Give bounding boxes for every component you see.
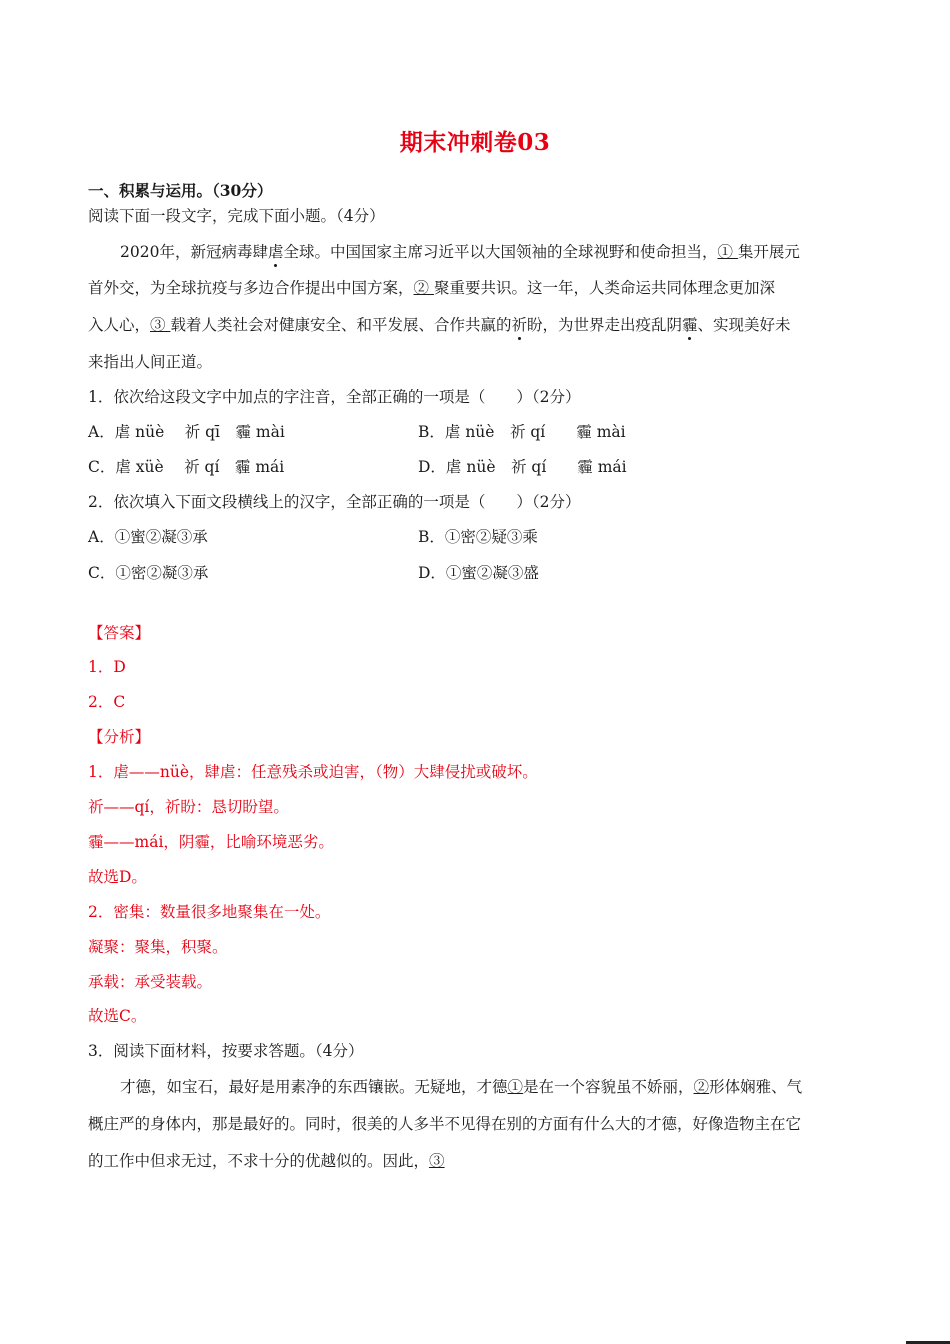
question-2-option-c: C．①密②凝③承 (88, 564, 209, 582)
section-intro: 阅读下面一段文字，完成下面小题。（4分） (88, 207, 385, 225)
section-heading: 一、积累与运用。（30分） (88, 181, 273, 200)
question-1-option-a: A．虐 nüè 祈 qī 霾 mài (88, 423, 285, 441)
dotted-char: 祈 (511, 316, 527, 334)
question-2-stem: 2．依次填入下面文段横线上的汉字，全部正确的一项是（ ）（2分） (88, 493, 581, 511)
passage-text: 才德，如宝石，最好是用素净的东西镶嵌。无疑地，才德 (120, 1078, 508, 1096)
passage-text: 、实现美好未 (697, 316, 791, 334)
analysis-line: 凝聚：聚集，积聚。 (88, 938, 228, 956)
dotted-char: 虐 (267, 243, 284, 261)
analysis-line: 霾——mái，阴霾，比喻环境恶劣。 (88, 833, 334, 851)
q3-passage-line-3 (88, 1151, 445, 1171)
answer-2: 2．C (88, 693, 126, 711)
analysis-line: 故选D。 (88, 868, 147, 886)
passage-text: 集开展元 (737, 243, 800, 261)
dotted-char: 霾 (682, 316, 698, 334)
question-2-option-a: A．①蜜②凝③承 (88, 528, 208, 546)
analysis-line: 祈——qí，祈盼：恳切盼望。 (88, 798, 289, 816)
question-3-stem: 3．阅读下面材料，按要求答题。（4分） (88, 1042, 364, 1060)
passage-line-2 (88, 278, 775, 298)
page-title: 期末冲刺卷03 (399, 129, 551, 156)
analysis-line: 1．虐——nüè，肆虐：任意残杀或迫害，（物）大肆侵扰或破坏。 (88, 763, 538, 781)
answer-1: 1．D (88, 658, 126, 676)
q3-passage-line-1 (120, 1077, 802, 1097)
passage-text: 载着人类社会对健康安全、和平发展、合作共赢的 (170, 316, 512, 334)
blank-3: ③ (150, 316, 171, 334)
analysis-line: 故选C。 (88, 1007, 147, 1025)
blank-1: ① (717, 243, 738, 261)
mark-2: ② (693, 1078, 710, 1096)
analysis-label: 【分析】 (88, 728, 151, 746)
passage-text: 2020年，新冠病毒肆 (120, 243, 268, 261)
passage-line-1 (120, 242, 800, 262)
analysis-line: 2．密集：数量很多地聚集在一处。 (88, 903, 331, 921)
answer-label: 【答案】 (88, 624, 151, 642)
blank-2: ② (413, 279, 434, 297)
mark-1: ① (507, 1078, 524, 1096)
question-2-option-d: D．①蜜②凝③盛 (418, 564, 539, 582)
mark-3: ③ (429, 1152, 445, 1170)
passage-text: 入人心， (88, 316, 151, 334)
analysis-line: 承载：承受装载。 (88, 973, 213, 991)
passage-text: 全球。中国国家主席习近平以大国领袖的全球视野和使命担当， (283, 243, 718, 261)
passage-line-3 (88, 315, 791, 335)
question-1-option-c: C．虐 xüè 祈 qí 霾 mái (88, 458, 285, 476)
passage-text: 聚重要共识。这一年，人类命运共同体理念更加深 (433, 279, 775, 297)
question-1-stem: 1．依次给这段文字中加点的字注音，全部正确的一项是（ ）（2分） (88, 388, 581, 406)
question-1-option-b: B．虐 nüè 祈 qí 霾 mài (418, 423, 626, 441)
passage-text: 盼，为世界走出疫乱阴 (526, 316, 682, 334)
passage-line-4: 来指出人间正道。 (88, 353, 213, 371)
question-2-option-b: B．①密②疑③乘 (418, 528, 538, 546)
q3-passage-line-2: 概庄严的身体内，那是最好的。同时，很美的人多半不见得在别的方面有什么大的才德，好像造物主在它 (88, 1115, 802, 1133)
passage-text: 的工作中但求无过，不求十分的优越似的。因此， (88, 1152, 430, 1170)
passage-text: 是在一个容貌虽不娇丽， (523, 1078, 694, 1096)
passage-text: 首外交，为全球抗疫与多边合作提出中国方案， (88, 279, 414, 297)
question-1-option-d: D．虐 nüè 祈 qí 霾 mái (418, 458, 627, 476)
passage-text: 形体娴雅、气 (709, 1078, 803, 1096)
